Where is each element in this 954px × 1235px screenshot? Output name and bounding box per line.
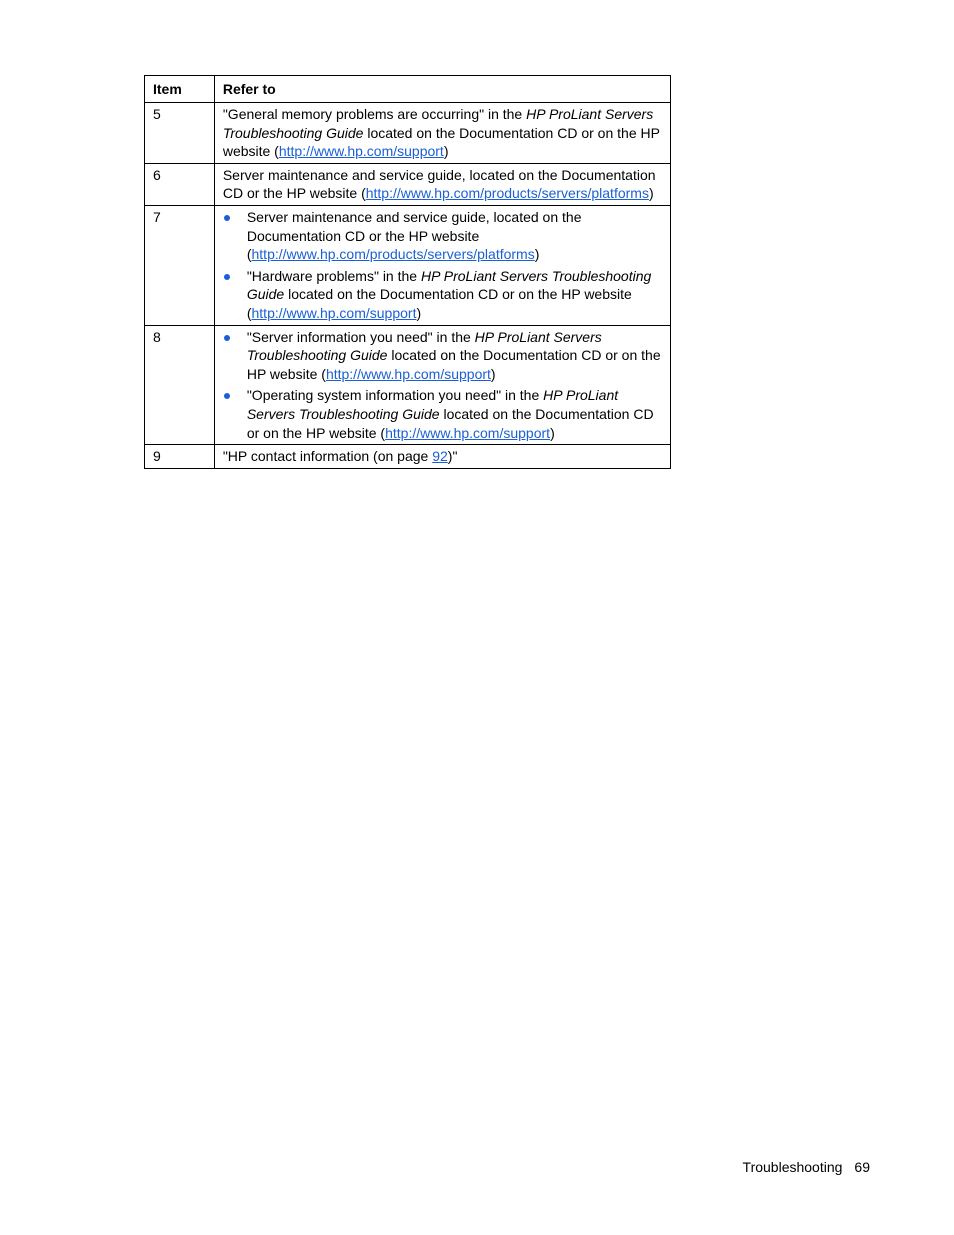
refer-cell <box>214 205 670 325</box>
support-link[interactable]: http://www.hp.com/support <box>278 143 444 160</box>
ref-text: "Operating system information you need" in the <box>246 387 544 404</box>
ref-text: Server maintenance and service guide, located on the Documentation CD or the HP website ( <box>246 208 582 263</box>
guide-title: HP ProLiant Servers Troubleshooting Guide <box>222 106 654 141</box>
footer-section-title: Troubleshooting <box>742 1159 843 1175</box>
header-item: Item <box>145 76 215 103</box>
reference-table <box>144 75 671 469</box>
ref-text: ) <box>443 143 449 160</box>
table-row <box>145 325 671 445</box>
list-item <box>223 328 662 384</box>
table-row <box>145 445 671 469</box>
item-number: 7 <box>145 205 215 325</box>
bullet-dot-icon <box>224 393 230 399</box>
platforms-link[interactable]: http://www.hp.com/products/servers/platforms <box>251 246 535 263</box>
bullet-dot-icon <box>224 335 230 341</box>
support-link[interactable]: http://www.hp.com/support <box>251 304 417 321</box>
table-header-row <box>145 76 671 103</box>
table-row <box>145 205 671 325</box>
ref-text: "Server information you need" in the <box>246 328 475 345</box>
ref-text: "HP contact information (on page <box>222 448 433 465</box>
guide-title: HP ProLiant Servers Troubleshooting Guide <box>246 328 602 364</box>
guide-title: HP ProLiant Servers Troubleshooting Guide <box>246 267 652 303</box>
bullet-list <box>223 208 662 323</box>
bullet-dot-icon <box>224 215 230 221</box>
page-reference-link[interactable]: 92 <box>432 448 448 465</box>
ref-text: "General memory problems are occurring" in the <box>222 106 527 122</box>
table-row <box>145 163 671 205</box>
ref-text: Server maintenance and service guide, located on the Documentation CD or the HP website ( <box>222 166 656 202</box>
ref-text: located on the Documentation CD or on the HP website ( <box>222 124 660 160</box>
list-item <box>223 386 662 442</box>
header-refer-to: Refer to <box>214 76 670 103</box>
ref-text: ) <box>490 365 496 382</box>
bullet-list <box>223 328 662 443</box>
ref-text: ) <box>550 424 555 441</box>
item-number: 5 <box>145 103 215 164</box>
bullet-dot-icon <box>224 274 230 280</box>
item-number: 9 <box>145 445 215 469</box>
ref-text: "Hardware problems" in the <box>246 267 421 284</box>
ref-text: located on the Documentation CD or on the HP website ( <box>246 347 661 382</box>
item-number: 6 <box>145 163 215 205</box>
ref-text: ) <box>416 304 422 321</box>
refer-cell <box>214 163 670 205</box>
refer-cell <box>214 103 670 164</box>
page-number: 69 <box>854 1159 870 1175</box>
list-item <box>223 267 662 323</box>
list-item <box>223 208 662 264</box>
item-number: 8 <box>145 325 215 445</box>
guide-title: HP ProLiant Servers Troubleshooting Guide <box>246 387 619 422</box>
refer-cell <box>214 325 670 445</box>
platforms-link[interactable]: http://www.hp.com/products/servers/platforms <box>365 185 649 202</box>
ref-text: ) <box>534 246 540 263</box>
ref-text: ) <box>648 185 654 202</box>
support-link[interactable]: http://www.hp.com/support <box>385 424 551 441</box>
ref-text: located on the Documentation CD or on the HP website ( <box>246 286 632 321</box>
ref-text: )" <box>447 448 458 465</box>
ref-text: located on the Documentation CD or on the HP website ( <box>246 405 654 441</box>
support-link[interactable]: http://www.hp.com/support <box>325 365 491 382</box>
table-row <box>145 103 671 164</box>
refer-cell <box>214 445 670 469</box>
page-footer <box>743 1159 870 1175</box>
